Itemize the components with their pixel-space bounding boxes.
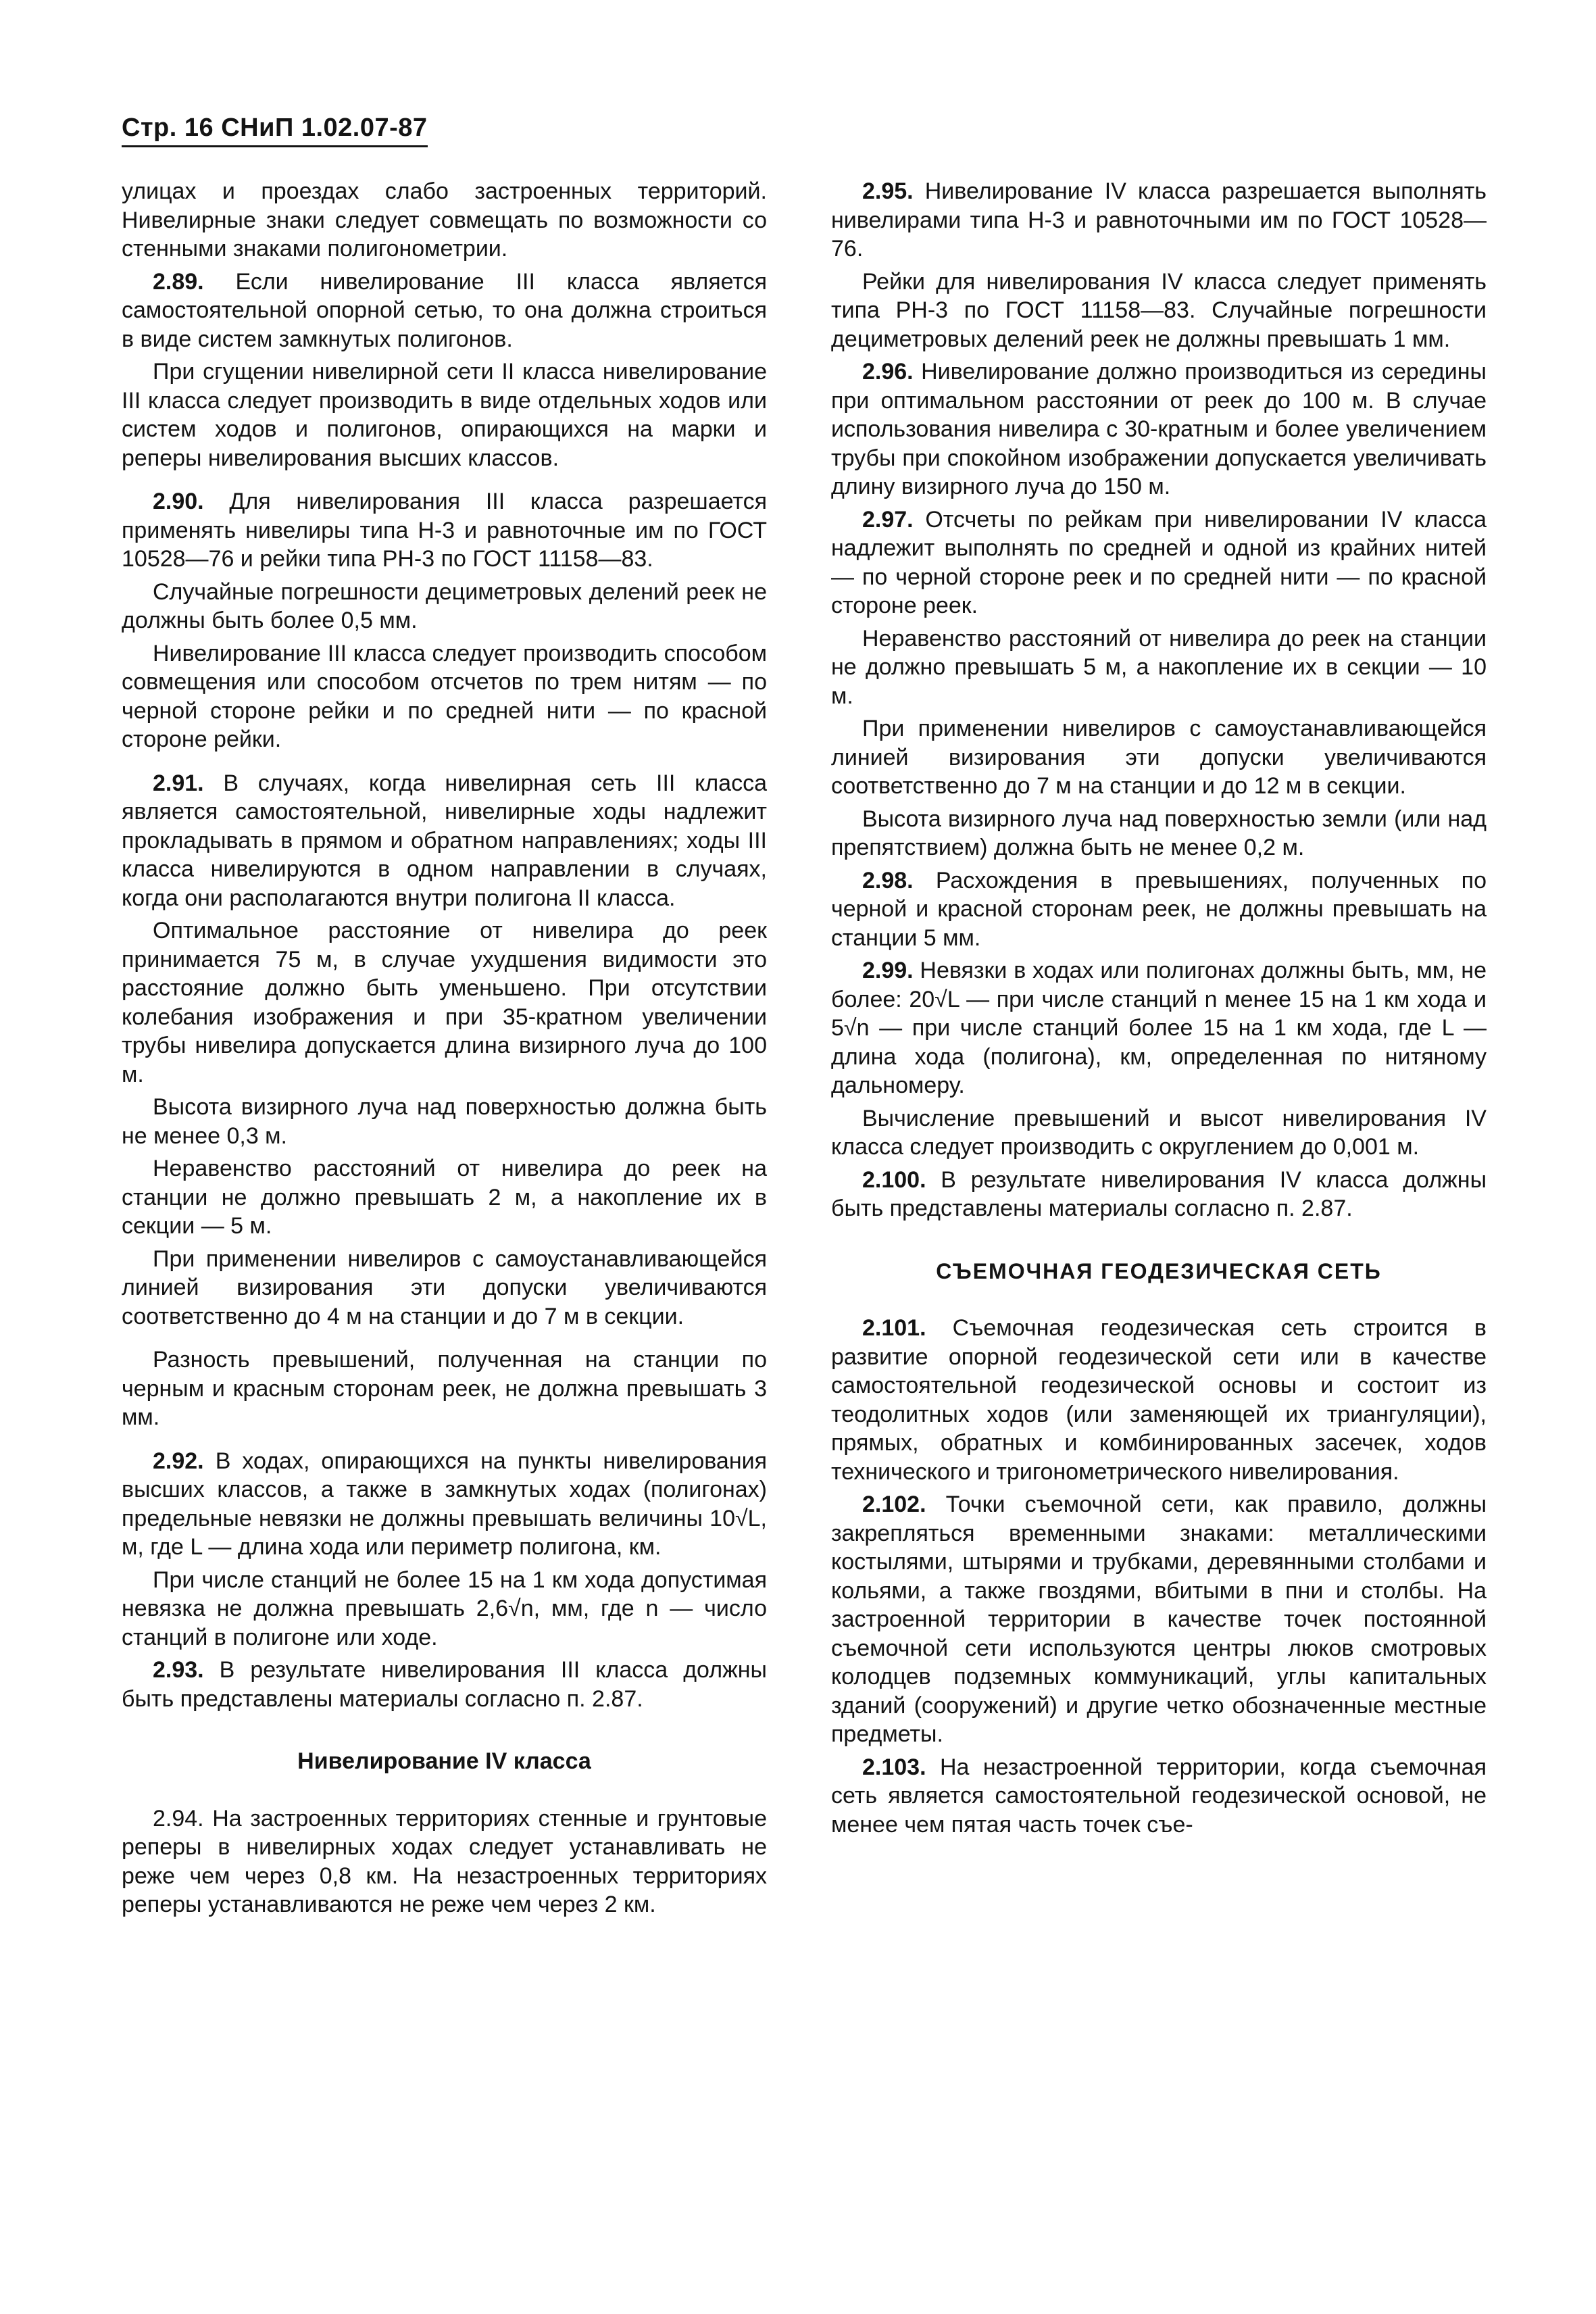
clause-2-95: 2.95. Нивелирование IV класса разрешается выполнять нивелирами типа Н-3 и равноточными им по ГОСТ 10528—76.	[831, 178, 1487, 262]
paragraph: Рейки для нивелирования IV класса следует применять типа РН-3 по ГОСТ 11158—83. Случайные погрешности дециметровых делений реек не должны превышать 1 мм.	[831, 268, 1487, 352]
paragraph: При числе станций не более 15 на 1 км хода допустимая невязка не должна превышать 2,6√n, мм, где n — число станций в полигоне или ходе.	[122, 1567, 767, 1650]
paragraph: При применении нивелиров с самоустанавливающейся линией визирования эти допуски увеличиваются соответственно до 4 м на станции и до 7 м в секции.	[122, 1246, 767, 1329]
clause-2-93: 2.93. В результате нивелирования III класса должны быть представлены материалы согласно п. 2.87.	[122, 1657, 767, 1712]
clause-number: 2.102.	[862, 1492, 926, 1517]
paragraph: Неравенство расстояний от нивелира до реек на станции не должно превышать 5 м, а накопление их в секции — 10 м.	[831, 625, 1487, 709]
section-heading-survey-network: СЪЕМОЧНАЯ ГЕОДЕЗИЧЕСКАЯ СЕТЬ	[936, 1258, 1382, 1283]
clause-number: 2.99.	[862, 958, 914, 983]
clause-number: 2.103.	[862, 1754, 926, 1780]
clause-2-92: 2.92. В ходах, опирающихся на пункты нивелирования высших классов, а также в замкнутых ходах (полигонах) предельные невязки не должны превышать величины 10√L, м, где L — длина хода или периметр полигона, км.	[122, 1448, 767, 1560]
clause-number: 2.100.	[862, 1166, 926, 1193]
clause-2-101: 2.101. Съемочная геодезическая сеть строится в развитие опорной геодезической сети или в качестве самостоятельной геодезической основы и состоит из теодолитных ходов (или заменяющей их триангуляции), прямых, обратных и комбинированных засечек, ходов технического и тригонометрического нивелирования.	[831, 1315, 1487, 1485]
clause-number: 2.97.	[862, 506, 914, 533]
clause-number: 2.91.	[153, 770, 204, 796]
page-header: Стр. 16 СНиП 1.02.07-87	[122, 114, 428, 147]
clause-2-96: 2.96. Нивелирование должно производиться из середины при оптимальном расстоянии от реек до 100 м. В случае использования нивелира с 30-кратным и более увеличением трубы при спокойном изображении допускается увеличивать длину визирного луча до 150 м.	[831, 359, 1487, 499]
clause-2-98: 2.98. Расхождения в превышениях, полученных по черной и красной сторонам реек, не должны превышать на станции 5 мм.	[831, 867, 1487, 951]
clause-number: 2.95.	[862, 178, 914, 204]
paragraph: При сгущении нивелирной сети II класса нивелирование III класса следует производить в виде отдельных ходов или систем ходов и полигонов, опирающихся на марки и реперы нивелирования высших классов.	[122, 359, 767, 471]
clause-2-97: 2.97. Отсчеты по рейкам при нивелировании IV класса надлежит выполнять по средней и одной из крайних нитей — по черной стороне реек и по средней нити — по красной стороне реек.	[831, 506, 1487, 618]
clause-2-99: 2.99. Невязки в ходах или полигонах должны быть, мм, не более: 20√L — при числе станций n менее 15 на 1 км хода и 5√n — при числе станций более 15 на 1 км хода, где L — длина хода (полигона), км, определенная по нитяному дальномеру.	[831, 958, 1487, 1098]
left-column	[122, 177, 767, 1923]
section-heading-level-4: Нивелирование IV класса	[297, 1748, 591, 1774]
clause-number: 2.89.	[153, 268, 204, 295]
paragraph: При применении нивелиров с самоустанавливающейся линией визирования эти допуски увеличиваются соответственно до 7 м на станции и до 12 м в секции.	[831, 716, 1487, 799]
clause-number: 2.90.	[153, 489, 204, 514]
paragraph: Высота визирного луча над поверхностью земли (или над препятствием) должна быть не менее 0,2 м.	[831, 806, 1487, 860]
paragraph: Высота визирного луча над поверхностью должна быть не менее 0,3 м.	[122, 1094, 767, 1149]
clause-number: 2.92.	[153, 1448, 204, 1474]
paragraph: Случайные погрешности дециметровых делений реек не должны быть более 0,5 мм.	[122, 578, 767, 633]
paragraph: Оптимальное расстояние от нивелира до реек принимается 75 м, в случае ухудшения видимости это расстояние должно быть уменьшено. При отсутствии колебания изображения и при 35-кратном увеличении трубы нивелира допускается длина визирного луча до 100 м.	[122, 918, 767, 1087]
clause-2-100: 2.100. В результате нивелирования IV класса должны быть представлены материалы согласно п. 2.87.	[831, 1166, 1487, 1221]
clause-2-91: 2.91. В случаях, когда нивелирная сеть III класса является самостоятельной, нивелирные ходы надлежит прокладывать в прямом и обратном направлениях; ходы III класса нивелируются в одном направлении в случаях, когда они располагаются внутри полигона II класса.	[122, 770, 767, 911]
clause-2-89: 2.89. Если нивелирование III класса является самостоятельной опорной сетью, то она должна строиться в виде систем замкнутых полигонов.	[122, 268, 767, 352]
paragraph: Неравенство расстояний от нивелира до реек на станции не должно превышать 2 м, а накопление их в секции — 5 м.	[122, 1156, 767, 1239]
right-column	[831, 177, 1487, 1843]
paragraph: Разность превышений, полученная на станции по черным и красным сторонам реек, не должна превышать 3 мм.	[122, 1347, 767, 1430]
clause-number: 2.101.	[862, 1315, 926, 1341]
clause-number: 2.93.	[153, 1657, 204, 1683]
clause-number: 2.96.	[862, 359, 914, 385]
clause-number: 2.98.	[862, 867, 914, 893]
clause-2-103: 2.103. На незастроенной территории, когда съемочная сеть является самостоятельной геодезической основой, не менее чем пятая часть точек съе-	[831, 1754, 1487, 1838]
paragraph: Нивелирование III класса следует производить способом совмещения или способом отсчетов по трем нитям — по черной стороне рейки и по средней нити — по красной стороне рейки.	[122, 640, 767, 752]
clause-2-90: 2.90. Для нивелирования III класса разрешается применять нивелиры типа Н-3 и равноточные им по ГОСТ 10528—76 и рейки типа РН-3 по ГОСТ 11158—83.	[122, 489, 768, 572]
paragraph: улицах и проездах слабо застроенных территорий. Нивелирные знаки следует совмещать по возможности со стенными знаками полигонометрии.	[122, 178, 767, 262]
clause-2-94: 2.94. На застроенных территориях стенные и грунтовые реперы в нивелирных ходах следует устанавливать не реже чем через 0,8 км. На незастроенных территориях реперы устанавливаются не реже чем через 2 км.	[122, 1805, 767, 1917]
paragraph: Вычисление превышений и высот нивелирования IV класса следует производить с округлением до 0,001 м.	[831, 1105, 1487, 1160]
clause-2-102: 2.102. Точки съемочной сети, как правило, должны закрепляться временными знаками: металлическими костылями, штырями и трубками, деревянными столбами и кольями, а также гвоздями, вбитыми в пни и столбы. На застроенной территории в качестве точек постоянной съемочной сети используются центры люков смотровых колодцев подземных коммуникаций, углы капитальных зданий (сооружений) и другие четко обозначенные местные предметы.	[831, 1492, 1487, 1747]
